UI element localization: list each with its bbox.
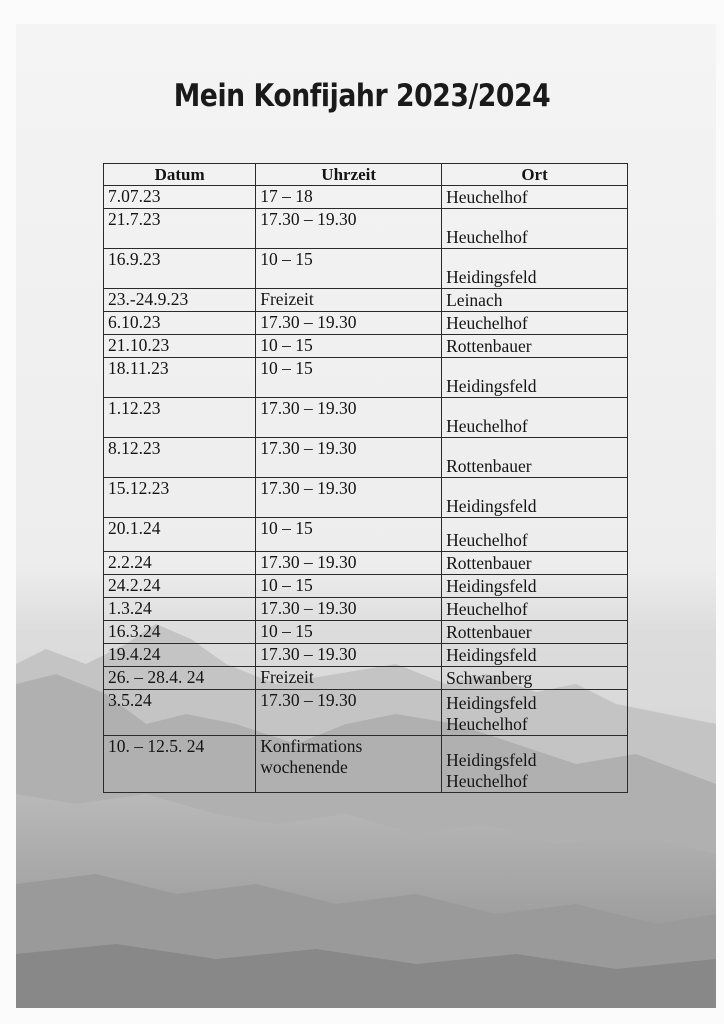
ort-text: Heuchelhof: [446, 313, 528, 333]
cell-datum: [104, 335, 256, 358]
cell-uhrzeit: [256, 478, 442, 518]
ort-text: Heidingsfeld: [446, 376, 537, 396]
cell-uhrzeit: [256, 736, 442, 793]
cell-datum: [104, 312, 256, 335]
uhrzeit-text: 17.30 – 19.30: [260, 478, 357, 498]
table-row: [104, 289, 628, 312]
cell-ort: [442, 644, 628, 667]
table-row: [104, 358, 628, 398]
cell-uhrzeit: [256, 518, 442, 552]
cell-uhrzeit: [256, 690, 442, 736]
cell-datum: [104, 552, 256, 575]
cell-uhrzeit: [256, 438, 442, 478]
cell-uhrzeit: [256, 209, 442, 249]
cell-uhrzeit: [256, 598, 442, 621]
cell-uhrzeit: [256, 335, 442, 358]
cell-ort: [442, 335, 628, 358]
table-row: [104, 667, 628, 690]
cell-uhrzeit: [256, 644, 442, 667]
cell-ort: [442, 209, 628, 249]
cell-datum: [104, 478, 256, 518]
table-row: [104, 518, 628, 552]
datum-text: 21.10.23: [108, 335, 170, 355]
datum-text: 16.9.23: [108, 249, 161, 269]
cell-ort: [442, 552, 628, 575]
datum-text: 7.07.23: [108, 186, 161, 206]
cell-ort: [442, 598, 628, 621]
uhrzeit-text: 17.30 – 19.30: [260, 209, 357, 229]
uhrzeit-text: 10 – 15: [260, 621, 313, 641]
datum-text: 24.2.24: [108, 575, 161, 595]
datum-text: 18.11.23: [108, 358, 169, 378]
ort-text: Heidingsfeld: [446, 750, 537, 770]
uhrzeit-text: 10 – 15: [260, 249, 313, 269]
uhrzeit-text: Freizeit: [260, 289, 314, 309]
ort-text: Heidingsfeld: [446, 693, 537, 713]
cell-ort: [442, 438, 628, 478]
column-header-uhrzeit: Uhrzeit: [256, 164, 442, 186]
ort-text: Heuchelhof: [446, 416, 528, 436]
cell-uhrzeit: [256, 575, 442, 598]
cell-datum: [104, 289, 256, 312]
uhrzeit-text-line2: wochenende: [260, 757, 348, 777]
cell-ort: [442, 690, 628, 736]
uhrzeit-text: 10 – 15: [260, 358, 313, 378]
table-row: [104, 398, 628, 438]
datum-text: 15.12.23: [108, 478, 170, 498]
cell-ort: [442, 478, 628, 518]
cell-datum: [104, 186, 256, 209]
table-row: [104, 312, 628, 335]
cell-datum: [104, 249, 256, 289]
column-header-datum: Datum: [104, 164, 256, 186]
uhrzeit-text: 17.30 – 19.30: [260, 598, 357, 618]
datum-text: 26. – 28.4. 24: [108, 667, 205, 687]
table-row: [104, 478, 628, 518]
page-title: Mein Konfijahr 2023/2024: [173, 78, 551, 114]
cell-datum: [104, 644, 256, 667]
cell-datum: [104, 358, 256, 398]
cell-datum: [104, 667, 256, 690]
table-row: [104, 249, 628, 289]
datum-text: 21.7.23: [108, 209, 161, 229]
table-header-row: [104, 164, 628, 186]
cell-ort: [442, 289, 628, 312]
table-row: [104, 598, 628, 621]
cell-datum: [104, 209, 256, 249]
cell-datum: [104, 398, 256, 438]
cell-uhrzeit: [256, 186, 442, 209]
cell-uhrzeit: [256, 358, 442, 398]
cell-ort: [442, 736, 628, 793]
uhrzeit-text: Konfirmations: [260, 736, 363, 756]
datum-text: 1.3.24: [108, 598, 152, 618]
cell-ort: [442, 398, 628, 438]
ort-text: Leinach: [446, 290, 503, 310]
ort-text: Rottenbauer: [446, 456, 532, 476]
cell-datum: [104, 598, 256, 621]
cell-ort: [442, 621, 628, 644]
ort-text: Heuchelhof: [446, 530, 528, 550]
table-row: [104, 438, 628, 478]
cell-datum: [104, 518, 256, 552]
table-row: [104, 209, 628, 249]
uhrzeit-text: 17.30 – 19.30: [260, 398, 357, 418]
cell-ort: [442, 667, 628, 690]
cell-ort: [442, 249, 628, 289]
cell-datum: [104, 736, 256, 793]
uhrzeit-text: 17.30 – 19.30: [260, 312, 357, 332]
ort-text: Rottenbauer: [446, 622, 532, 642]
ort-text-line2: Heuchelhof: [446, 771, 528, 791]
uhrzeit-text: 10 – 15: [260, 518, 313, 538]
ort-text: Schwanberg: [446, 668, 533, 688]
uhrzeit-text: 10 – 15: [260, 335, 313, 355]
ort-text: Heidingsfeld: [446, 576, 537, 596]
cell-uhrzeit: [256, 289, 442, 312]
cell-uhrzeit: [256, 312, 442, 335]
table-row: [104, 186, 628, 209]
uhrzeit-text: 17.30 – 19.30: [260, 438, 357, 458]
ort-text: Heuchelhof: [446, 227, 528, 247]
uhrzeit-text: Freizeit: [260, 667, 314, 687]
uhrzeit-text: 17 – 18: [260, 186, 313, 206]
ort-text: Heidingsfeld: [446, 496, 537, 516]
datum-text: 2.2.24: [108, 552, 152, 572]
column-header-ort: Ort: [442, 164, 628, 186]
datum-text: 6.10.23: [108, 312, 161, 332]
table-row: [104, 690, 628, 736]
cell-datum: [104, 438, 256, 478]
ort-text: Heidingsfeld: [446, 645, 537, 665]
datum-text: 1.12.23: [108, 398, 161, 418]
cell-datum: [104, 621, 256, 644]
ort-text: Rottenbauer: [446, 336, 532, 356]
datum-text: 8.12.23: [108, 438, 161, 458]
cell-uhrzeit: [256, 398, 442, 438]
cell-ort: [442, 186, 628, 209]
datum-text: 19.4.24: [108, 644, 161, 664]
ort-text: Heuchelhof: [446, 187, 528, 207]
table-row: [104, 621, 628, 644]
datum-text: 10. – 12.5. 24: [108, 736, 205, 756]
uhrzeit-text: 17.30 – 19.30: [260, 644, 357, 664]
ort-text: Heuchelhof: [446, 599, 528, 619]
cell-ort: [442, 518, 628, 552]
cell-datum: [104, 690, 256, 736]
table-row: [104, 552, 628, 575]
cell-ort: [442, 575, 628, 598]
datum-text: 16.3.24: [108, 621, 161, 641]
datum-text: 3.5.24: [108, 690, 152, 710]
cell-ort: [442, 312, 628, 335]
cell-ort: [442, 358, 628, 398]
ort-text: Heidingsfeld: [446, 267, 537, 287]
uhrzeit-text: 10 – 15: [260, 575, 313, 595]
cell-datum: [104, 575, 256, 598]
schedule-table: [103, 163, 628, 793]
uhrzeit-text: 17.30 – 19.30: [260, 690, 357, 710]
cell-uhrzeit: [256, 552, 442, 575]
cell-uhrzeit: [256, 667, 442, 690]
table-row: [104, 575, 628, 598]
cell-uhrzeit: [256, 249, 442, 289]
cell-uhrzeit: [256, 621, 442, 644]
ort-text: Rottenbauer: [446, 553, 532, 573]
ort-text-line2: Heuchelhof: [446, 714, 528, 734]
table-row: [104, 736, 628, 793]
datum-text: 20.1.24: [108, 518, 161, 538]
table-row: [104, 644, 628, 667]
datum-text: 23.-24.9.23: [108, 289, 189, 309]
table-body: [104, 186, 628, 793]
uhrzeit-text: 17.30 – 19.30: [260, 552, 357, 572]
table-row: [104, 335, 628, 358]
